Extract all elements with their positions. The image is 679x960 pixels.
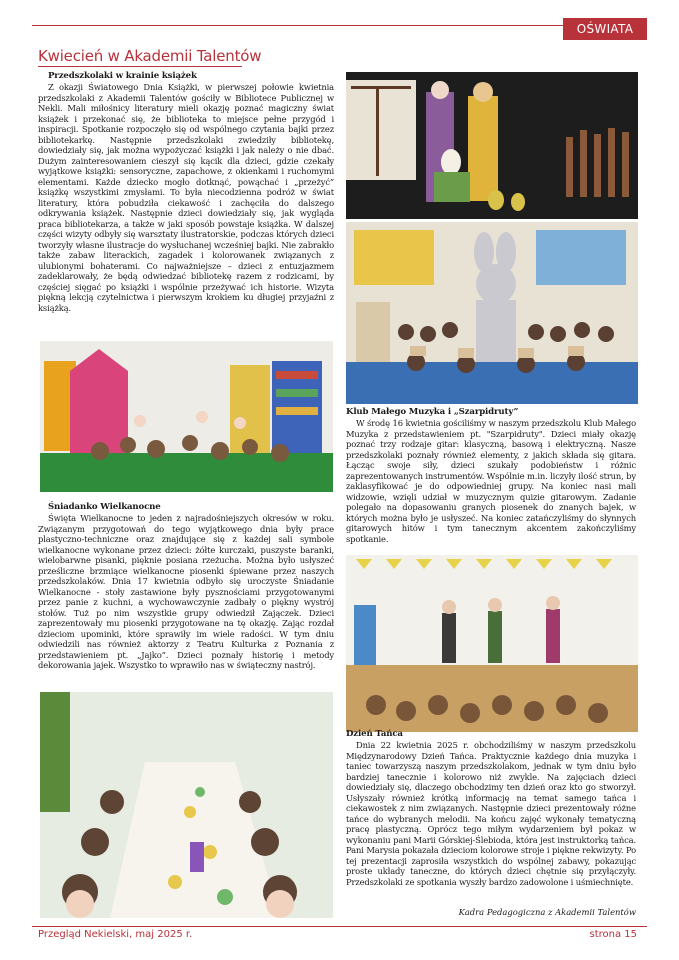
section-music-text: W środę 16 kwietnia gościliśmy w naszym przedszkolu Klub Małego Muzyka z przedstawieniem pt. "Szarpidruty". Dzieci miały okazję poznać trzy rodzaje gitar: klasyczną, basową i elektryczną. Nasze przedszkolaki poznały również elementy, z jakich składa się gitara. Łącząc swoje siły, dzieci szukały podobieństw i różnic zaprezentowanych instrumentów. Wspólnie m.in. liczyły ilość strun, by zaklasyfikować je do odpowiedniej grupy. Na koniec nasi mali widzowie, wzięli udział w muzycznym quizie gitarowym. Zadanie polegało na dopasowaniu granych piosenek do znanych bajek, w których można było je usłyszeć. Na koniec zatańczyliśmy do słynnych gitarowych hitów i tym tanecznym akcentem zakończyliśmy spotkanie. [346,418,636,544]
photo-library-visit-illustration [40,341,333,492]
publication-name: Przegląd Nekielski, maj 2025 r. [38,929,193,940]
article-signature: Kadra Pedagogiczna z Akademii Talentów [458,907,636,917]
section-books [38,71,334,313]
section-easter-heading: Śniadanko Wielkanocne [48,502,161,512]
section-dance-heading: Dzień Tańca [346,729,403,739]
photo-library-reading-illustration [346,72,638,219]
section-easter [38,502,334,671]
section-dance [346,729,636,887]
section-music-heading: Klub Małego Muzyka i „Szarpidruty” [346,407,519,417]
photo-library-reading [346,72,638,219]
section-easter-text: Święta Wielkanocne to jeden z najradośniejszych okresów w roku. Związanym przygotowań do tego wyjątkowego dnia były prace plastyczno-techniczne oraz znajdujące się z każdej sali symbole wielkanocne wykonane przez dzieci: żółte kurczaki, puszyste baranki, wielobarwne pisanki, pięknie posiana rzeżucha. Można było usłyszeć prześliczne brzmiące wielkanocne piosenki śpiewane przez naszych przedszkolaków. Dnia 17 kwietnia odbyło się uroczyste Śniadanie Wielkanocne - stoły zastawione były pysznościami przygotowanymi przez panie z kuchni, a wychowawczynie zadbały o piękny wystrój stołów. Tuż po nim wszystkie grupy odwiedził Zajączek. Dzieci zaprezentowały mu piosenki przygotowane na tę okazję. Zając rozdał dzieciom upominki, które sprawiły im wiele radości. W tym dniu odwiedzili nas również aktorzy z Teatru Kulturka z Poznania z przedstawieniem pt. „Jajko”. Dzieci poznały historię i metody dekorowania jajek. Wszystko to wprawiło nas w świąteczny nastrój. [38,513,334,670]
photo-easter-bunny-group [346,222,638,404]
photo-easter-breakfast-illustration [40,692,333,918]
section-books-heading: Przedszkolaki w krainie książek [48,71,197,81]
section-label: OŚWIATA [563,18,647,40]
section-books-text: Z okazji Światowego Dnia Książki, w pierwszej połowie kwietnia przedszkolaki z Akademii Talentów gościły w Bibliotece Publicznej w Nekli. Mali miłośnicy literatury mieli okazję poznać magiczny świat książek i przekonać się, że biblioteka to miejsce pełne przygód i inspiracji. Spotkanie rozpoczęło się od wspólnego czytania bajki przez bibliotekarkę. Następnie przedszkolaki zwiedziły bibliotekę, dowiedziały się, jak można wypożyczać książki i jak należy o nie dbać. Dużym zainteresowaniem cieszył się kącik dla dzieci, gdzie czekały wyjątkowe książki: sensoryczne, zapachowe, z okienkami i ruchomymi elementami. Każde dziecko mogło dotknąć, powąchać i „przeżyć” książkę wszystkimi zmysłami. To była niecodzienna podróż w świat literatury, która pobudziła ciekawość i zachęciła do dalszego odkrywania książek. Następnie dzieci dowiedziały się, jak wygląda praca bibliotekarza, a także w jaki sposób powstaje książka. W dalszej części wizyty odbyły się warsztaty ilustratorskie, podczas których dzieci tworzyły własne ilustracje do wysłuchanej wcześniej bajki. Nie zabrakło także zabaw literackich, zagadek i kolorowanek związanych z ulubionymi bohaterami. Co najważniejsze – dzieci z entuzjazmem zadeklarowały, że będą odwiedzać bibliotekę razem z rodzicami, by częściej sięgać po książki i wspólnie przeżywać ich historie. Wizyta piękną lekcją czytelnictwa i pierwszym krokiem ku długiej przyjaźni z książką. [38,82,334,313]
title-underline [38,66,242,67]
photo-easter-bunny-group-illustration [346,222,638,404]
photo-guitar-concert [346,555,638,732]
section-dance-text: Dnia 22 kwietnia 2025 r. obchodziliśmy w naszym przedszkolu Międzynarodowy Dzień Tańca. Praktycznie każdego dnia muzyka i taniec towarzyszą naszym przedszkolakom, jednak w tym dniu było bardziej tanecznie i kolorowo niż zwykle. Na zajęciach dzieci dowiedziały się, dlaczego obchodzimy ten dzień oraz kto go stworzył. Usłyszały również krótką informację na temat samego tańca i ciekawostek z nim związanych. Następnie dzieci prezentowały różne tańce do wybranych melodii. Na końcu zajęć wykonały tematyczną pracę plastyczną. Oprócz tego miłym wydarzeniem był pokaz w wykonaniu pani Marii Górskiej-Ślebioda, która jest instruktorką tańca. Pani Marysia pokazała dzieciom kolorowe stroje i piękne rekwizyty. Po tej prezentacji zaprosiła wszystkich do wspólnej zabawy, pokazując proste układy taneczne, do których dzieci chętnie się przyłączyły. Przedszkolaki ze spotkania wyszły bardzo zadowolone i uśmiechnięte. [346,740,636,887]
article-title: Kwiecień w Akademii Talentów [38,47,262,65]
page-number: strona 15 [589,929,637,940]
top-rule [32,25,647,26]
photo-guitar-concert-illustration [346,555,638,732]
photo-easter-breakfast [40,692,333,918]
photo-library-visit [40,341,333,492]
section-music [346,407,636,544]
footer-rule [32,926,647,927]
